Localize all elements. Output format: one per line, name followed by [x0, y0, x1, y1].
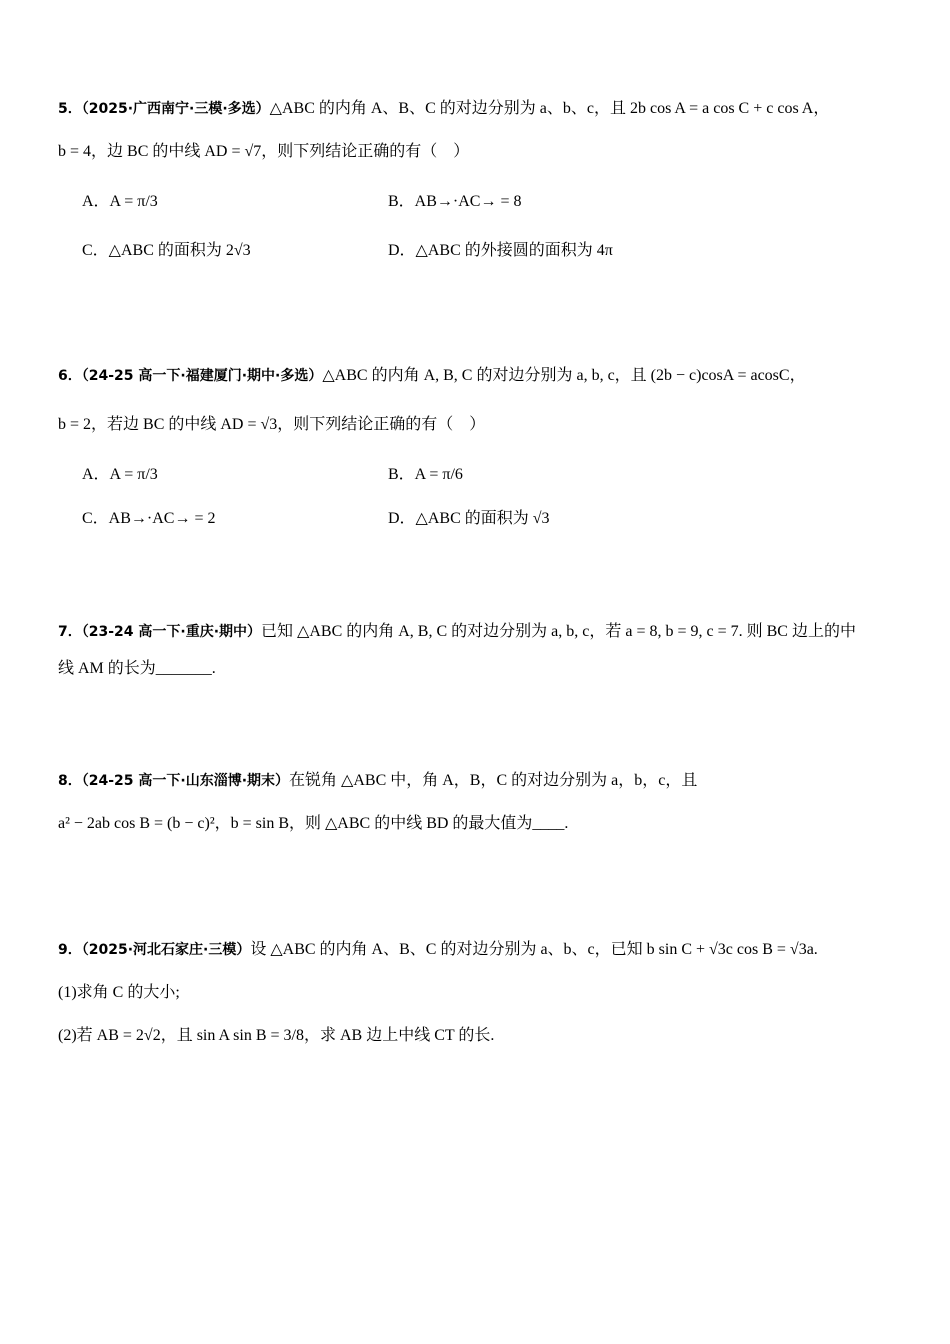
q5-option-c: C．△ABC 的面积为 2√3: [82, 242, 251, 259]
q9-line3: (2)若 AB = 2√2，且 sin A sin B = 3/8，求 AB 边上中线 CT 的长.: [58, 1027, 495, 1044]
q7-header: 7．（23-24 高一下·重庆·期中）: [58, 624, 262, 640]
q5-line1: [58, 97, 829, 120]
q5-option-a: A．A = π/3: [82, 193, 158, 210]
q7-line2: 线 AM 的长为_______.: [58, 660, 216, 677]
q6-header: 6．（24-25 高一下·福建厦门·期中·多选）: [58, 368, 323, 384]
q7-line1: [58, 620, 856, 643]
q5-line2: b = 4，边 BC 的中线 AD = √7，则下列结论正确的有（ ）: [58, 143, 470, 160]
q7-text1: 已知 △ABC 的内角 A, B, C 的对边分别为 a, b, c，若 a = 8, b = 9, c = 7. 则 BC 边上的中: [261, 623, 856, 640]
q8-line1: [58, 769, 697, 792]
q8-header: 8．（24-25 高一下·山东淄博·期末）: [58, 773, 290, 789]
q9-line2: (1)求角 C 的大小;: [58, 984, 180, 1001]
q6-line1: [58, 364, 806, 387]
q8-text1: 在锐角 △ABC 中，角 A，B，C 的对边分别为 a，b，c，且: [289, 772, 698, 789]
q6-option-a: A．A = π/3: [82, 466, 158, 483]
q6-line2: b = 2，若边 BC 的中线 AD = √3，则下列结论正确的有（ ）: [58, 416, 486, 433]
q9-text1: 设 △ABC 的内角 A、B、C 的对边分别为 a、b、c，已知 b sin C + √3c cos B = √3a.: [250, 941, 818, 958]
q6-option-d: D．△ABC 的面积为 √3: [388, 510, 550, 527]
q8-line2: a² − 2ab cos B = (b − c)²，b = sin B，则 △ABC 的中线 BD 的最大值为____.: [58, 815, 569, 832]
q5-header: 5．（2025·广西南宁·三模·多选）: [58, 101, 270, 117]
q5-option-d: D．△ABC 的外接圆的面积为 4π: [388, 242, 613, 259]
q6-text1: △ABC 的内角 A, B, C 的对边分别为 a, b, c，且 (2b − c)cosA = acosC，: [322, 367, 806, 384]
q9-line1: [58, 938, 818, 961]
q6-option-b: B．A = π/6: [388, 466, 463, 483]
q5-option-b: B．AB→·AC→ = 8: [388, 193, 522, 210]
q5-text1: △ABC 的内角 A、B、C 的对边分别为 a、b、c，且 2b cos A = a cos C + c cos A，: [269, 100, 830, 117]
q9-header: 9．（2025·河北石家庄·三模）: [58, 942, 251, 958]
q6-option-c: C．AB→·AC→ = 2: [82, 510, 216, 527]
